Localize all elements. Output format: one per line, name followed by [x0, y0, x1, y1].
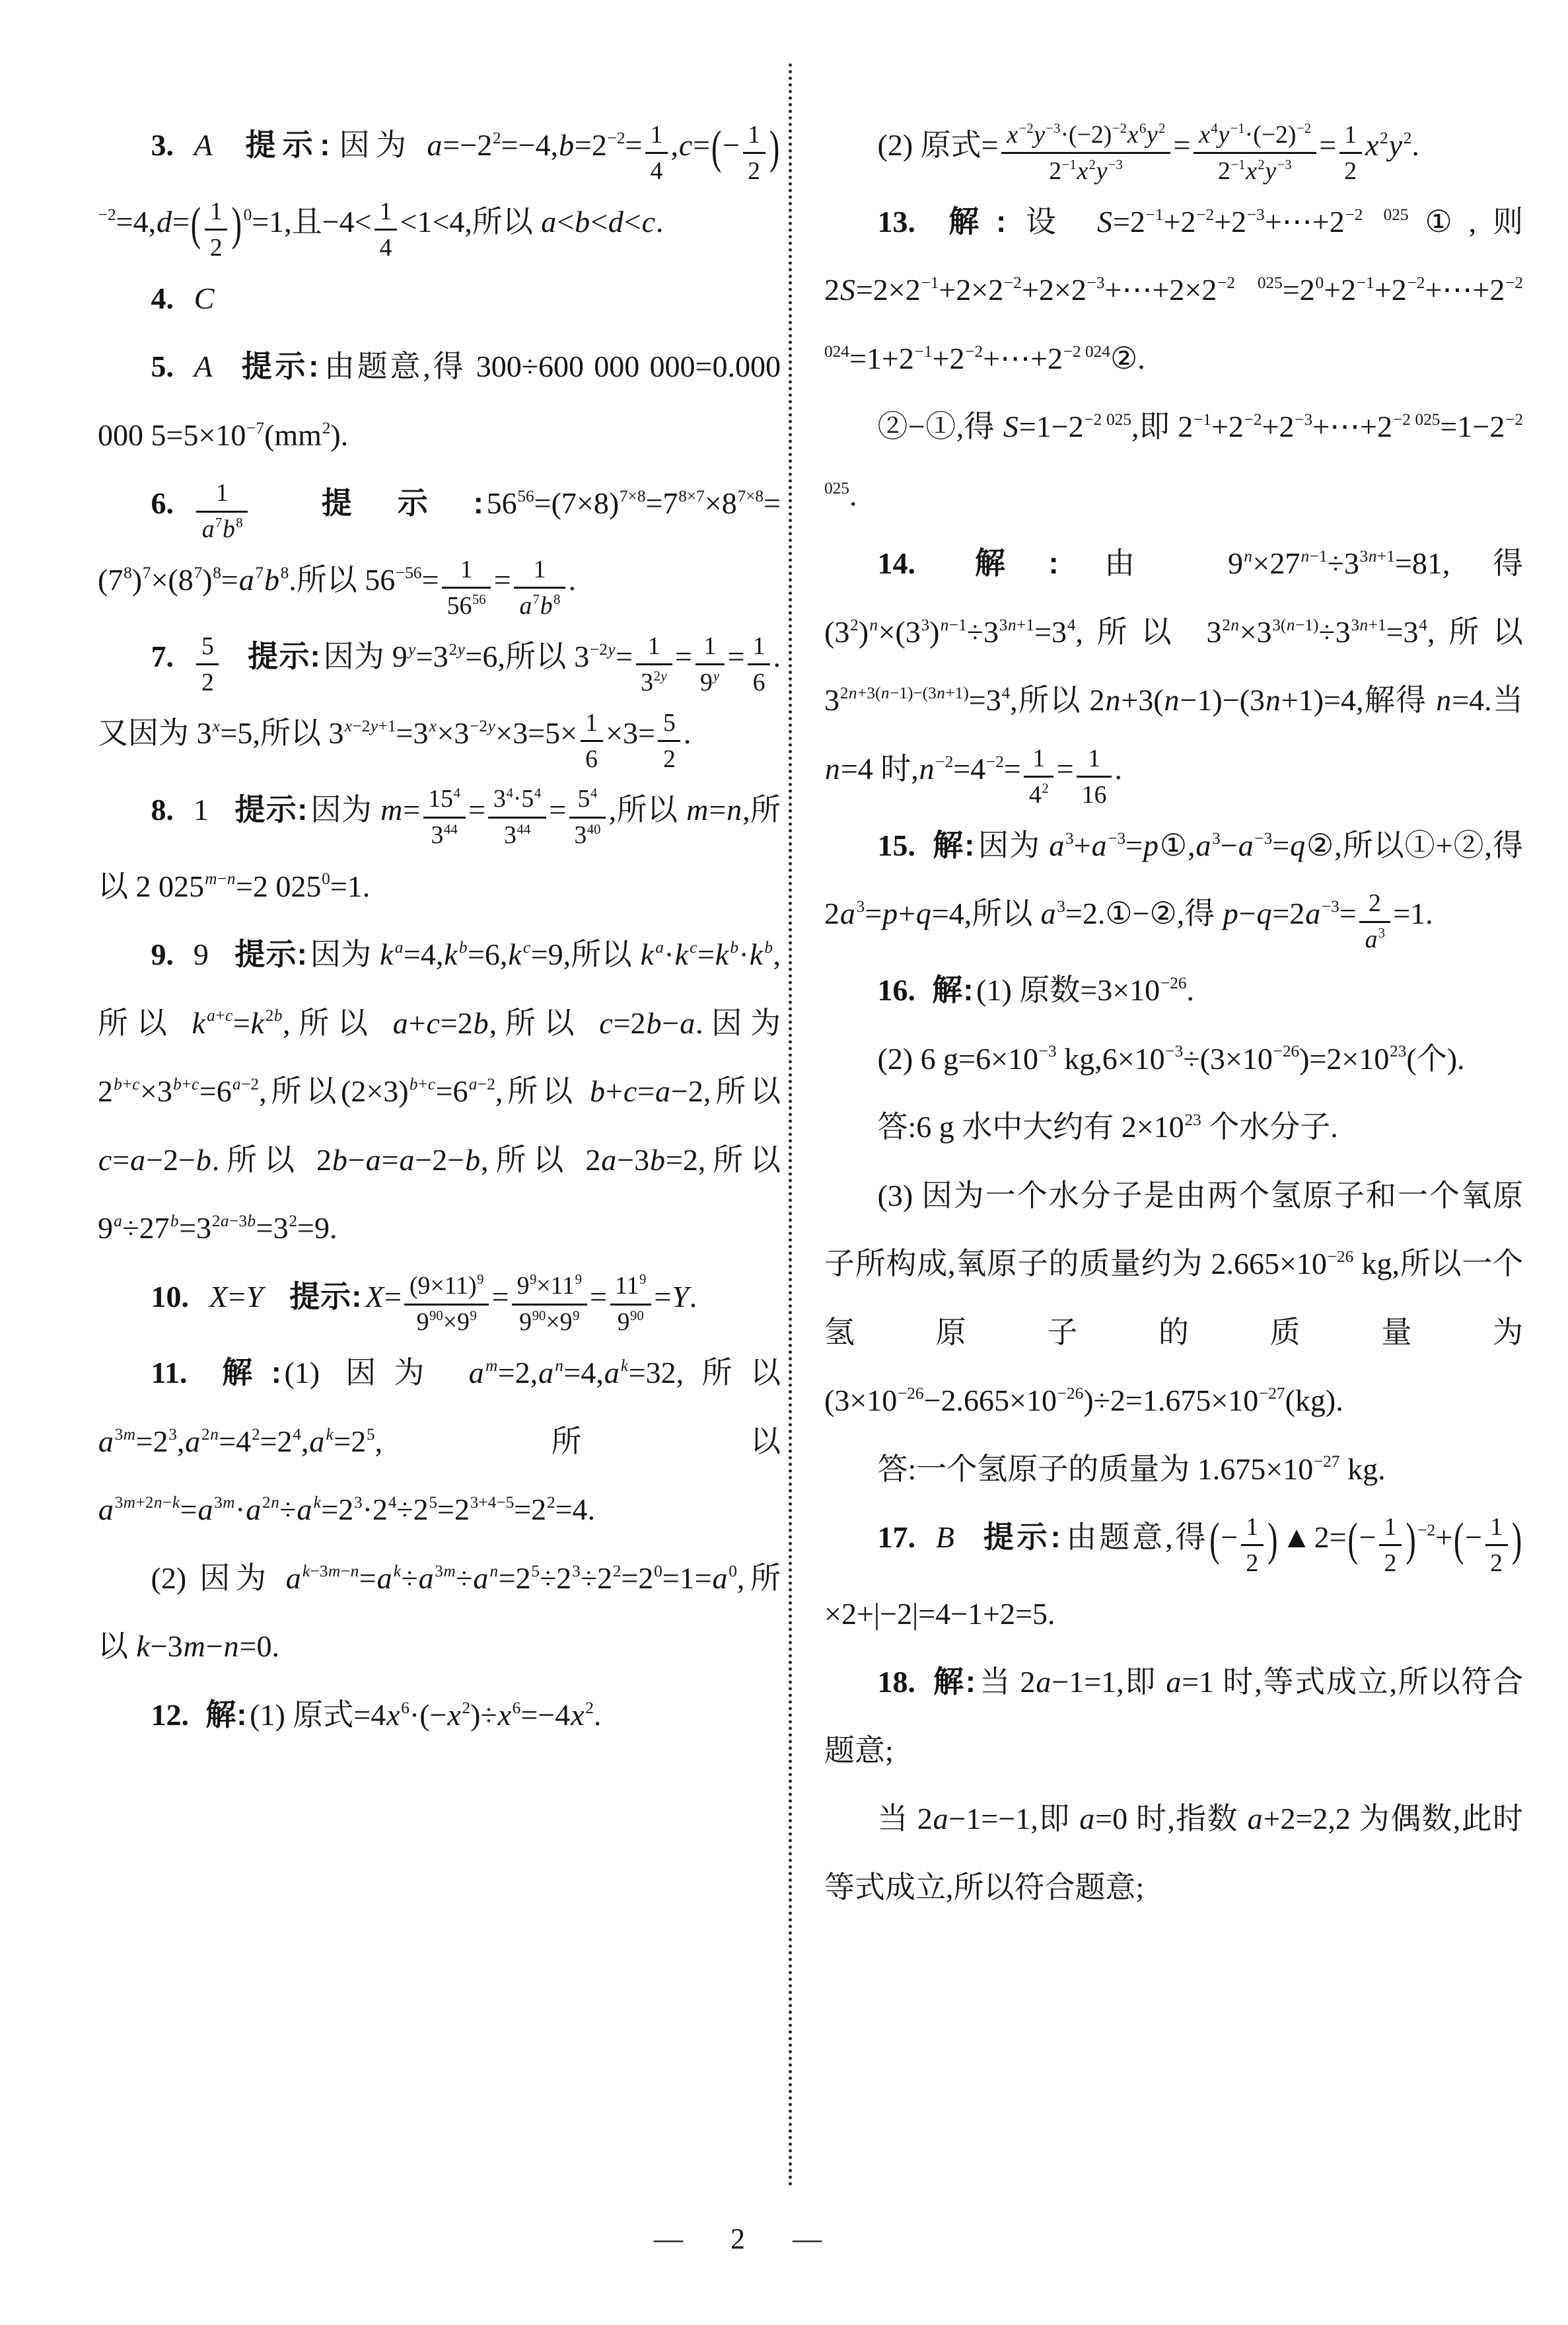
solution-text: (1) 原式$=4x^6\cdot(-x^2)\div x^6=-4x^2$.	[250, 1697, 602, 1732]
item-answer: X=Y	[209, 1279, 264, 1313]
solution-text: 答:6 g 水中大约有 $2\times 10^{23}$ 个水分子.	[877, 1110, 1338, 1144]
item-label: 解:	[932, 203, 1007, 239]
solution-text: (2) 原式= $\frac{x^{-2}y^{-3}\cdot(-2)^{-2}x^6y^2}{2^{-1}x^2y^{-3}}$ = $\frac{x^4y^{-1}\cdot(-2)^{-2}}{2^{-1}x^2y^{-3}}$ = $\frac{1}{2}$ $x^2y^2$.	[878, 128, 1419, 162]
item-answer: $\frac{1}{a^7b^8}$	[194, 486, 251, 520]
item-number: 14.	[877, 546, 915, 581]
item-number: 15.	[877, 828, 915, 862]
item-answer: C	[194, 281, 215, 315]
solution-paragraph	[824, 1648, 1523, 1785]
item-number: 17.	[877, 1520, 915, 1555]
item-number: 8.	[151, 792, 174, 827]
solution-text: (2) 因为 $a^{k-3m-n}=a^k\div a^{3m}\div a^n=2^5\div 2^3\div 2^2=2^0=1=a^0$,所以 k−3m−n=0.	[98, 1561, 781, 1664]
item-answer: B	[935, 1520, 954, 1555]
solution-text: ②−①,得 $S=1-2^{-2 025}$,即 $2^{-1}+2^{-2}+2^{-3}+\cdots+2^{-2 025}=1-2^{-2 025}$.	[824, 410, 1524, 512]
item-label: 解:	[205, 1697, 248, 1732]
solution-text: 由题意,得 300÷600 000 000=0.000 000 $5=5\times 10^{-7}(mm^2)$.	[98, 350, 781, 452]
solution-paragraph	[98, 622, 781, 776]
solution-paragraph	[98, 776, 781, 920]
solution-paragraph	[98, 469, 781, 622]
item-number: 16.	[877, 973, 915, 1008]
item-number: 10.	[151, 1279, 189, 1313]
solution-paragraph	[824, 1503, 1523, 1648]
solution-paragraph	[824, 1025, 1523, 1093]
item-label: 提示:	[234, 792, 308, 827]
solution-text: X= $\frac{(9\times 11)^9}{9^{90}\times 9^9}$ = $\frac{9^9\times 11^9}{9^{90}\times 9^9}$ = $\frac{11^9}{9^{90}}$ =Y.	[365, 1280, 697, 1313]
item-label: 提示:	[980, 1520, 1061, 1555]
solution-paragraph	[824, 392, 1523, 529]
solution-paragraph	[824, 1435, 1523, 1504]
solution-text: 因为 $9^y=3^{2y}=6$,所以 $3^{-2y}=$ $\frac{1}{3^{2y}}$ = $\frac{1}{9^y}$ = $\frac{1}{6}$ .又因为 $3^x=5$,所以 $3^{x-2y+1}=3^x\times 3^{-2y}\times 3=5\times$ $\frac{1}{6}$ ×3= $\frac{5}{2}$ .	[98, 640, 781, 750]
solution-text: 因为 $a^3+a^{-3}=p①,a^3-a^{-3}=q②$,所以①+②,得 $2a^3=p+q=4$,所以 $a^3=2.①-②$,得 $p-q=2a^{-3}=$ $\frac{2}{a^3}$ =1.	[824, 828, 1523, 954]
column-divider	[789, 63, 792, 2188]
item-answer: 1	[193, 792, 209, 827]
solution-paragraph	[98, 1263, 781, 1339]
item-number: 13.	[877, 204, 915, 239]
footer-dash-right: —	[793, 2223, 822, 2255]
item-label: 提示:	[234, 937, 308, 972]
solution-text: (1) 原数$=3\times 10^{-26}$.	[976, 973, 1194, 1008]
left-column	[98, 111, 781, 1749]
solution-text: 因为 m= $\frac{15^4}{3^{44}}$ = $\frac{3^4\cdot 5^4}{3^{44}}$ = $\frac{5^4}{3^{40}}$ ,所以 m=n,所以 2 $025^{m-n}=2$ $025^0=1$.	[98, 793, 781, 903]
solution-paragraph	[824, 956, 1523, 1025]
solution-text: (3) 因为一个水分子是由两个氢原子和一个氧原子所构成,氧原子的质量约为 $2.665\times 10^{-26}$ kg,所以一个氢原子的质量为$(3\times 10^{-26}-2.665\times 10^{-26})\div 2=1.675\times 10^{-27}(kg)$.	[824, 1178, 1523, 1418]
solution-text: 设 $S=2^{-1}+2^{-2}+2^{-3}+\cdots+2^{-2 025}①$,则 $2S=2\times 2^{-1}+2\times 2^{-2}+2\times 2^{-3}+\cdots+2\times 2^{-2 025}=2^0+2^{-1}+2^{-2}+\cdots+2^{-2 024}=1+2^{-1}+2^{-2}+\cdots+2^{-2 024}②$.	[824, 204, 1523, 375]
solution-paragraph	[824, 111, 1523, 188]
solution-paragraph	[824, 1162, 1523, 1435]
solution-text: 因为 $k^a=4,k^b=6,k^c=9$,所以 $k^a\cdot k^c=k^b\cdot k^b$,所以 $k^{a+c}=k^{2b}$,所以 a+c=2b,所以 c=2b−a.因为 $2^{b+c}\times 3^{b+c}=6^{a-2}$,所以$(2\times 3)^{b+c}=6^{a-2}$,所以 b+c=a−2,所以 c=a−2−b.所以 2b−a=a−2−b,所以 2a−3b=2,所以 $9^a\div 27^b=3^{2a-3b}=3^2=9$.	[98, 938, 781, 1245]
item-answer: $\frac{5}{2}$	[194, 640, 222, 673]
solution-text: 由题意,得(− $\frac{1}{2}$ )▲2=(− $\frac{1}{2}$ ) $^{-2}$+(− $\frac{1}{2}$ )×2+|−2|=4−1+2=5.	[824, 1520, 1523, 1631]
solution-text: 由 $9^n\times 27^{n-1}\div 3^{3n+1}=81$,得$(3^2)^n\times(3^3)^{n-1}\div 3^{3n+1}=3^4$,所以 $3^{2n}\times 3^{3(n-1)}\div 3^{3n+1}=3^4$,所以 $3^{2n+3(n-1)-(3n+1)}=3^4$,所以 2n+3(n−1)−(3n+1)=4,解得 n=4.当 n=4 时$,n^{-2}=4^{-2}=$ $\frac{1}{4^2}$ = $\frac{1}{16}$ .	[824, 546, 1524, 809]
solution-text: 答:一个氢原子的质量为 $1.675\times 10^{-27}$ kg.	[877, 1452, 1386, 1486]
solution-text: (2) 6 $g=6\times 10^{-3}$ $kg,6\times 10^{-3}\div(3\times 10^{-26})=2\times 10^{23}$(个).	[877, 1041, 1465, 1076]
right-column	[824, 111, 1523, 1921]
solution-paragraph	[98, 1339, 781, 1544]
solution-paragraph	[824, 811, 1523, 956]
item-answer: A	[194, 128, 213, 162]
solution-text: $56^{56}=(7\times 8)^{7\times 8}=7^{8\times 7}\times 8^{7\times 8}=(7^8)^7\times(8^7)^8=a^7b^8$.所以 $56^{-56}=$ $\frac{1}{56^{56}}$ = $\frac{1}{a^7b^8}$ .	[98, 486, 781, 620]
item-label: 提示:	[238, 349, 320, 384]
solution-paragraph	[824, 188, 1523, 393]
item-number: 4.	[151, 281, 174, 315]
solution-paragraph	[824, 529, 1523, 811]
solution-paragraph	[824, 1785, 1523, 1921]
item-label: 解:	[203, 1355, 282, 1390]
item-number: 6.	[151, 486, 174, 521]
solution-paragraph	[98, 332, 781, 469]
item-label: 提示:	[289, 1278, 363, 1313]
item-number: 18.	[877, 1665, 915, 1699]
item-number: 12.	[151, 1697, 189, 1732]
item-number: 5.	[151, 350, 174, 384]
item-label: 提示:	[276, 486, 484, 521]
solution-text: 当 2a−1=1,即 a=1 时,等式成立,所以符合题意;	[824, 1665, 1524, 1767]
item-number: 11.	[151, 1356, 188, 1390]
item-number: 9.	[151, 938, 174, 972]
solution-paragraph	[98, 920, 781, 1263]
item-label: 解:	[932, 973, 974, 1008]
item-number: 7.	[151, 639, 174, 673]
solution-text: 因为 $a=-2^2=-4,b=2^{-2}=$ $\frac{1}{4}$ ,c=(− $\frac{1}{2}$ )$^{-2}$=4,d=( $\frac{1}{2}$ ) $^0$=1,且−4< $\frac{1}{4}$ <1<4,所以 a<b<d<c.	[98, 128, 781, 239]
solution-paragraph	[98, 1681, 781, 1750]
item-number: 3.	[151, 128, 174, 162]
solution-text: 当 2a−1=−1,即 a=0 时,指数 a+2=2,2 为偶数,此时等式成立,所以符合题意;	[824, 1802, 1524, 1904]
item-answer: A	[194, 350, 213, 384]
item-label: 解:	[932, 827, 976, 862]
item-answer: 9	[193, 938, 209, 972]
solution-paragraph	[98, 111, 781, 264]
page-number: 2	[731, 2223, 745, 2255]
solution-text: (1) 因为 $a^m=2,a^n=4,a^k=32$,所以 $a^{3m}=2^3,a^{2n}=4^2=2^4,a^k=2^5$,所以 $a^{3m+2n-k}=a^{3m}\cdot a^{2n}\div a^k=2^3\cdot 2^4\div 2^5=2^{3+4-5}=2^2=4$.	[98, 1356, 781, 1527]
solution-paragraph	[824, 1093, 1523, 1162]
item-label: 提示:	[247, 638, 321, 673]
solution-paragraph	[98, 1544, 781, 1681]
item-label: 解:	[932, 1664, 976, 1699]
item-label: 提示:	[238, 128, 331, 162]
footer-dash-left: —	[654, 2223, 683, 2255]
page-footer	[0, 2225, 1476, 2254]
item-label: 解:	[932, 546, 1059, 581]
